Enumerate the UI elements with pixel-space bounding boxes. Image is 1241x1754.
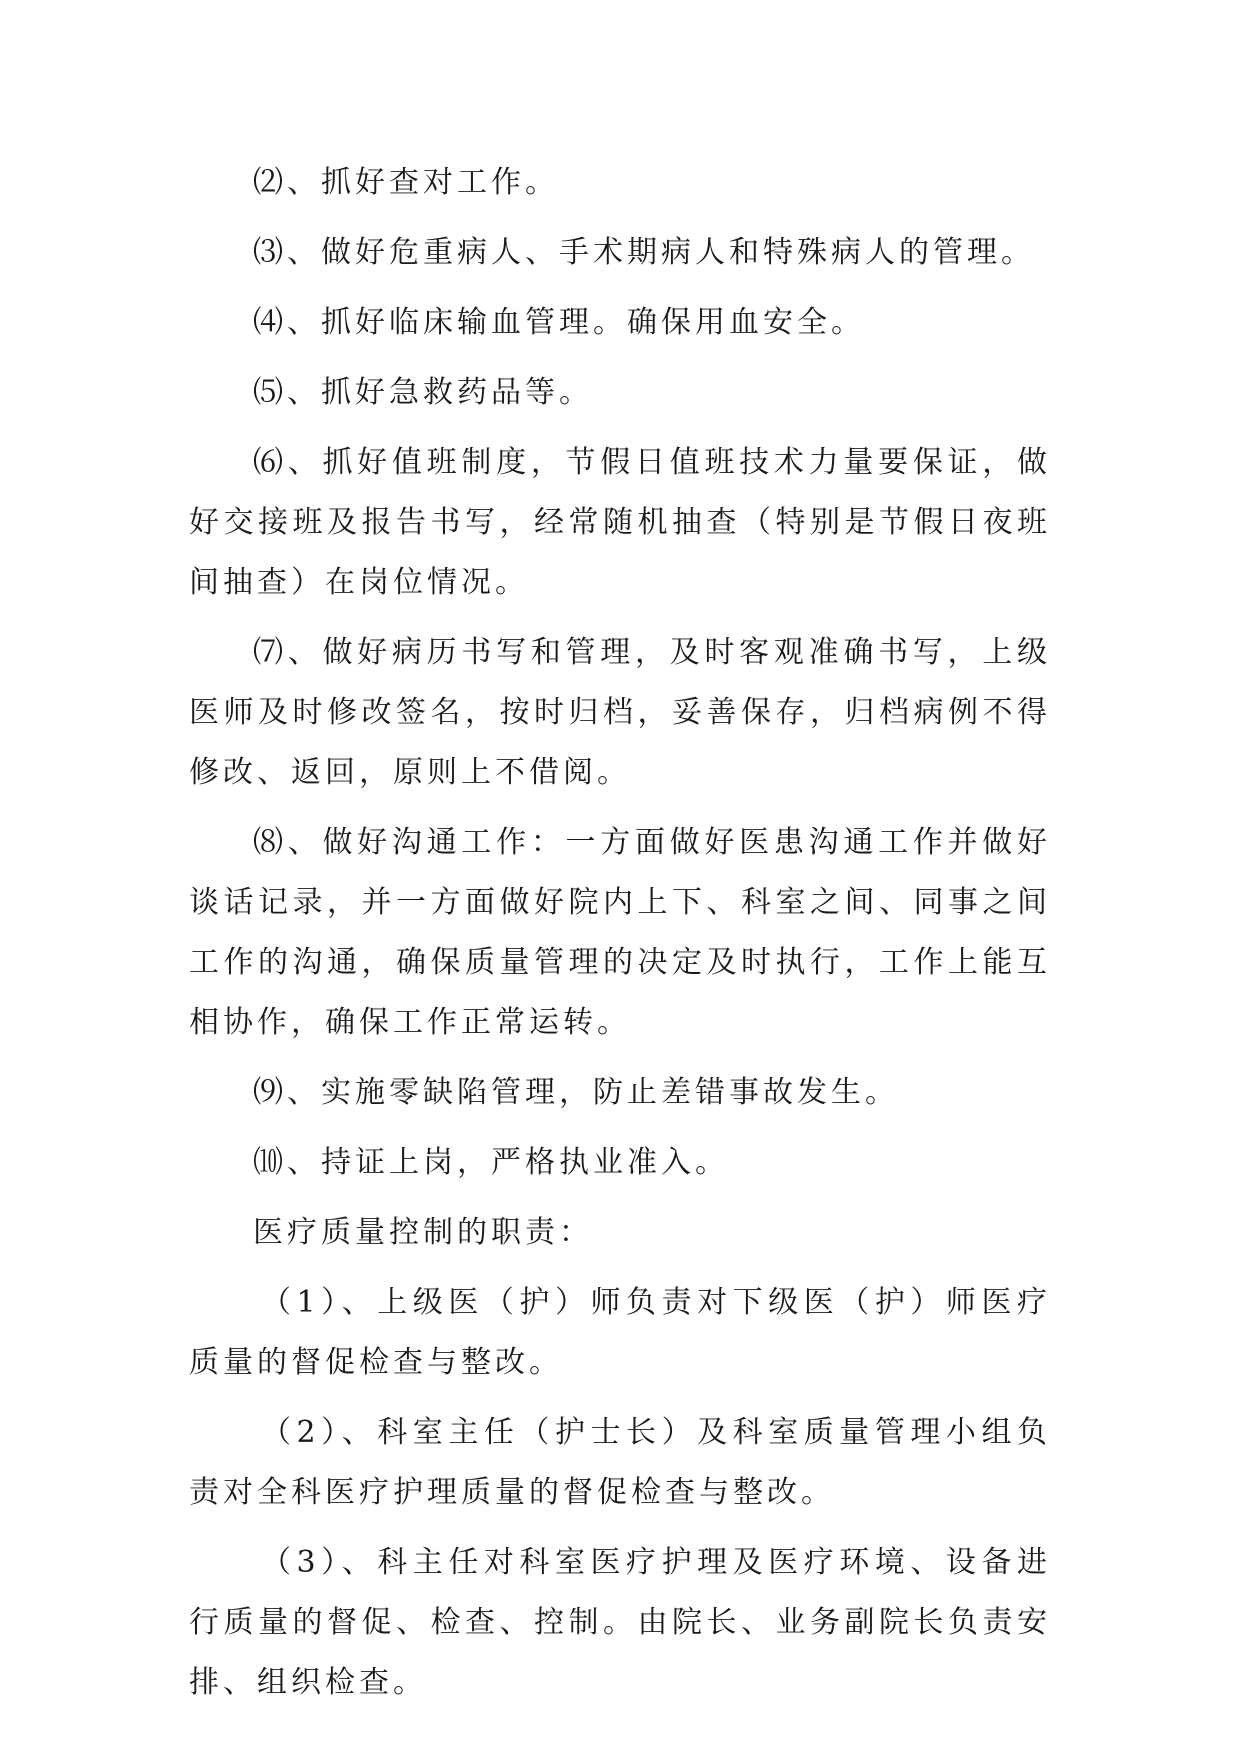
paragraph-item-6: ⑹、抓好值班制度，节假日值班技术力量要保证，做好交接班及报告书写，经常随机抽查（特别是节假日夜班间抽查）在岗位情况。: [189, 445, 1051, 600]
paragraph-item-10: ⑽、持证上岗，严格执业准入。: [253, 1145, 729, 1180]
duty-item-1: （1）、上级医（护）师负责对下级医（护）师医疗质量的督促检查与整改。: [189, 1285, 1051, 1380]
paragraph-item-9: ⑼、实施零缺陷管理，防止差错事故发生。: [253, 1075, 899, 1110]
paragraph-item-8: ⑻、做好沟通工作：一方面做好医患沟通工作并做好谈话记录，并一方面做好院内上下、科室之间、同事之间工作的沟通，确保质量管理的决定及时执行，工作上能互相协作，确保工作正常运转。: [189, 825, 1051, 1040]
duty-item-3: （3）、科主任对科室医疗护理及医疗环境、设备进行质量的督促、检查、控制。由院长、业务副院长负责安排、组织检查。: [189, 1545, 1051, 1700]
paragraph-item-5: ⑸、抓好急救药品等。: [253, 375, 593, 410]
paragraph-item-3: ⑶、做好危重病人、手术期病人和特殊病人的管理。: [253, 235, 1035, 270]
paragraph-item-7: ⑺、做好病历书写和管理，及时客观准确书写，上级医师及时修改签名，按时归档，妥善保存，归档病例不得修改、返回，原则上不借阅。: [189, 635, 1051, 790]
duty-item-2: （2）、科室主任（护士长）及科室质量管理小组负责对全科医疗护理质量的督促检查与整改。: [189, 1415, 1051, 1510]
paragraph-item-2: ⑵、抓好查对工作。: [253, 165, 559, 200]
paragraph-item-4: ⑷、抓好临床输血管理。确保用血安全。: [253, 305, 865, 340]
document-body: [189, 153, 1051, 1723]
section-heading: 医疗质量控制的职责：: [253, 1215, 593, 1250]
